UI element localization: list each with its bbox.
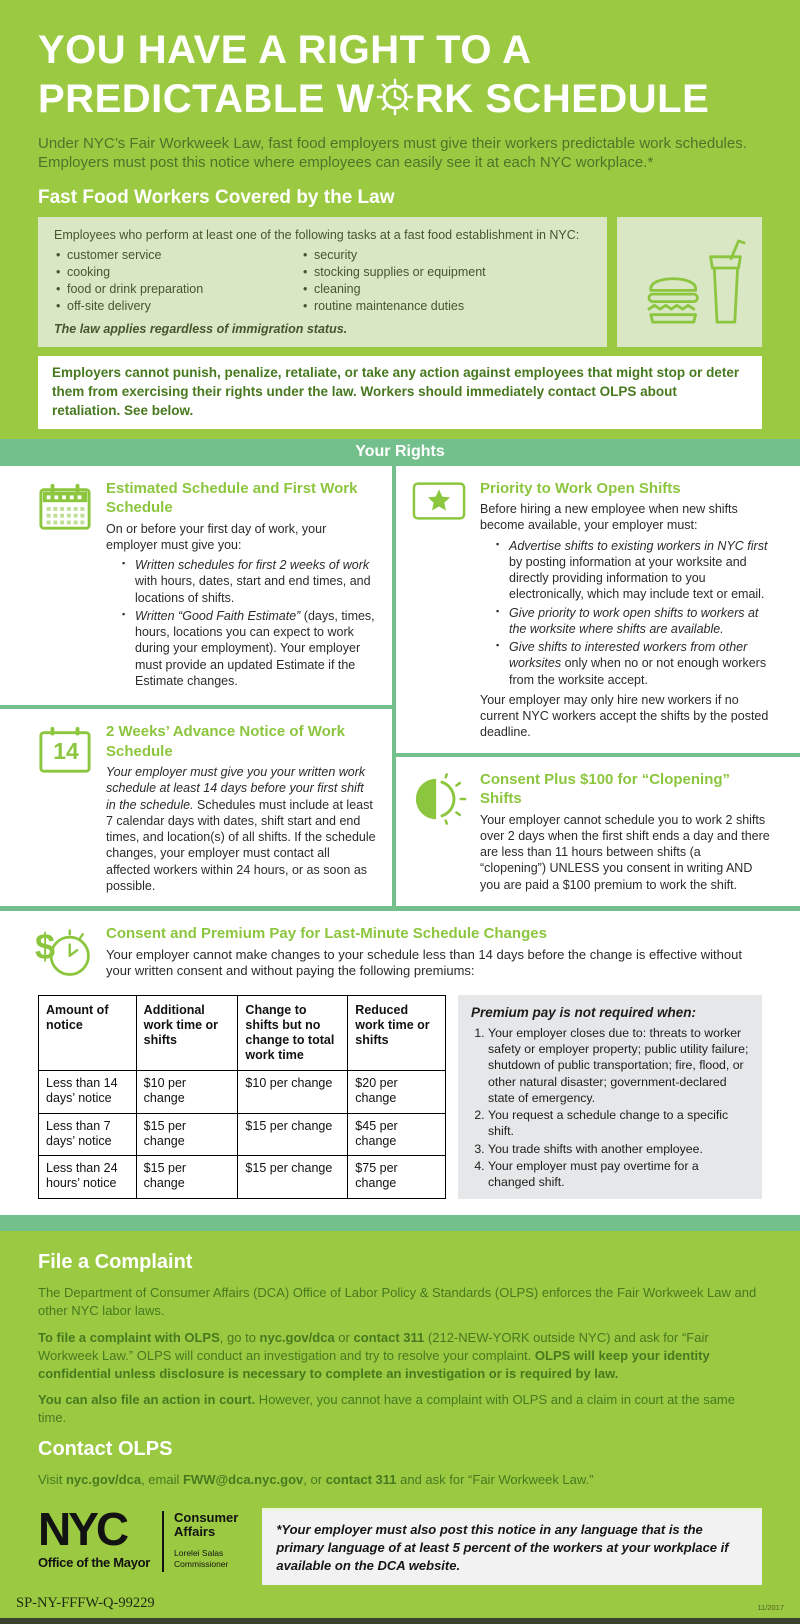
covered-heading: Fast Food Workers Covered by the Law: [38, 186, 395, 208]
table-row: [39, 1071, 446, 1114]
calendar-icon: [38, 481, 92, 533]
title-line2: PREDICTABLE W RK SCHEDULE: [38, 76, 710, 121]
clopening-heading: Consent Plus $100 for “Clopening” Shifts: [480, 770, 731, 808]
email-text: FWW@dca.nyc.gov: [182, 1471, 304, 1487]
list-item: • security: [301, 247, 486, 264]
estimated-schedule-intro: On or before your first day of work, your employer must give you:: [106, 521, 327, 552]
list-item: • off-site delivery: [54, 298, 301, 315]
list-item: ▪ Advertise shifts to existing workers in NYC first by posting information at your worksite and directly providing information to you electronically, which may include text or email.: [496, 538, 770, 603]
premium-exceptions-box: [458, 995, 762, 1199]
list-item: 3. You trade shifts with another employee.: [488, 1141, 749, 1157]
table-row: [39, 1113, 446, 1156]
table-cell: $15 per change: [136, 1156, 238, 1199]
star-icon: [412, 481, 466, 521]
advance-notice-text: Your employer must give you your written work schedule at least 14 days before your first shift in the schedule. Schedules must include at least 7 calendar days with dates, shift start and end times, and location(s) of all shifts. If the schedule changes, your employer must contact all affected workers within 24 hours, or as soon as possible.: [106, 765, 376, 893]
header: [0, 0, 800, 173]
row-label: Less than 14 days’ notice: [39, 1071, 137, 1114]
list-item: 1. Your employer closes due to: threats to worker safety or employer property; public utility failure; shutdown of public transportation; fire, flood, or other natural disaster; government-declared state of emergency.: [488, 1025, 749, 1106]
contact-line: Visit nyc.gov/dca, email FWW@dca.nyc.gov, or contact 311 and ask for “Fair Workweek Law.”: [38, 1471, 594, 1487]
table-cell: $15 per change: [136, 1113, 238, 1156]
print-meta-row: [0, 1585, 800, 1618]
list-item: ▪ Give priority to work open shifts to workers at the worksite where shifts are available.: [496, 605, 770, 638]
premium-pay-section: [0, 911, 800, 1215]
priority-shifts-heading: Priority to Work Open Shifts: [480, 479, 681, 497]
table-cell: $10 per change: [136, 1071, 238, 1114]
covered-section: [0, 187, 800, 347]
nyc-logo-wordmark: NYC: [38, 1502, 127, 1555]
clock-sun-icon: [376, 78, 414, 116]
list-item: • customer service: [54, 247, 301, 264]
priority-shifts-intro: Before hiring a new employee when new shifts become available, your employer must:: [480, 502, 738, 533]
table-cell: $75 per change: [348, 1156, 446, 1199]
table-row: [39, 1156, 446, 1199]
premium-pay-intro: Your employer cannot make changes to your schedule less than 14 days before the change is effective without your written consent and without paying the following premiums:: [106, 946, 742, 979]
print-date: 11/2017: [757, 1603, 784, 1613]
column-header: Change to shifts but no change to total work time: [238, 996, 348, 1071]
bottom-edge-strip: [0, 1618, 800, 1624]
premium-table: [38, 995, 446, 1199]
exceptions-list: [488, 1025, 749, 1190]
column-header: Additional work time or shifts: [136, 996, 238, 1071]
column-header: Amount of notice: [39, 996, 137, 1071]
your-rights-bar: Your Rights: [0, 439, 800, 466]
list-item: 2. You request a schedule change to a specific shift.: [488, 1107, 749, 1139]
office-of-the-mayor: Office of the Mayor: [38, 1555, 151, 1571]
priority-shifts-bullets: [496, 538, 770, 688]
list-item: ▪ Written schedules for first 2 weeks of work with hours, dates, start and end times, and locations of shifts.: [122, 557, 376, 606]
estimated-schedule-heading: Estimated Schedule and First Work Schedule: [106, 479, 358, 517]
row-label: Less than 24 hours’ notice: [39, 1156, 137, 1199]
logo-divider: [162, 1511, 164, 1572]
covered-task-list-left: [54, 247, 301, 315]
list-item: ▪ Give shifts to interested workers from other worksites only when no or not enough workers from the worksite accept.: [496, 639, 770, 688]
divider-band: [0, 1215, 800, 1231]
footer: [0, 1231, 800, 1585]
clopening-box: [396, 757, 800, 907]
rights-grid: [0, 466, 800, 912]
contact-heading: Contact OLPS: [38, 1438, 173, 1461]
immigration-note: The law applies regardless of immigration status.: [54, 321, 348, 336]
priority-shifts-box: [396, 466, 800, 757]
commissioner-block: Lorelei Salas Commissioner: [174, 1548, 229, 1570]
list-item: • cleaning: [301, 281, 486, 298]
language-note-box: *Your employer must also post this notice in any language that is the primary language of at least 5 percent of the workers at your workplace if available on the DCA website.: [262, 1511, 762, 1586]
burger-and-drink-icon: [634, 236, 746, 328]
table-cell: $15 per change: [238, 1113, 348, 1156]
advance-notice-heading: 2 Weeks’ Advance Notice of Work Schedule: [106, 723, 345, 760]
table-cell: $20 per change: [348, 1071, 446, 1114]
list-item: • stocking supplies or equipment: [301, 264, 486, 281]
list-item: • food or drink preparation: [54, 281, 301, 298]
list-item: 4. Your employer must pay overtime for a changed shift.: [488, 1158, 749, 1190]
exceptions-heading: Premium pay is not required when:: [471, 1005, 697, 1021]
table-cell: $15 per change: [238, 1156, 348, 1199]
complaint-paragraph-1: The Department of Consumer Affairs (DCA) Office of Labor Policy & Standards (OLPS) enforces the Fair Workweek Law and other NYC labor laws.: [38, 1284, 757, 1318]
list-item: • routine maintenance duties: [301, 298, 486, 315]
premium-pay-heading: Consent and Premium Pay for Last-Minute Schedule Changes: [106, 925, 547, 943]
complaint-paragraph-2: To file a complaint with OLPS, go to nyc.gov/dca or contact 311 (212-NEW-YORK outside NYC) and ask for “Fair Workweek Law.” OLPS will conduct an investigation and try to resolve your complaint. OLPS will keep your identity confidential unless disclosure is necessary to complete an investigation or is required by law.: [38, 1329, 710, 1381]
priority-shifts-outro: Your employer may only hire new workers if no current NYC workers accept the shifts by the posted deadline.: [480, 692, 769, 740]
covered-task-list-right: [301, 247, 486, 315]
complaint-heading: File a Complaint: [38, 1251, 193, 1274]
complaint-paragraph-3: You can also file an action in court. However, you cannot have a complaint with OLPS and a claim in court at the same time.: [38, 1392, 735, 1426]
badge-14: 14: [53, 738, 79, 765]
row-label: Less than 7 days’ notice: [39, 1113, 137, 1156]
moon-sun-clopening-icon: [412, 772, 468, 826]
list-item: ▪ Written “Good Faith Estimate” (days, times, hours, locations you can expect to work during your employment). Your employer must provide an updated Estimate if the Estimate changes.: [122, 608, 376, 689]
advance-notice-box: [0, 709, 392, 906]
contact-311-text: contact 311: [325, 1471, 397, 1487]
retaliation-warning: [38, 356, 762, 429]
contact-311-text: contact 311: [353, 1329, 425, 1345]
page-title: [38, 26, 762, 124]
table-cell: $45 per change: [348, 1113, 446, 1156]
column-header: Reduced work time or shifts: [348, 996, 446, 1071]
table-cell: $10 per change: [238, 1071, 348, 1114]
covered-intro: Employees who perform at least one of the following tasks at a fast food establishment in NYC:: [54, 227, 580, 242]
covered-panel: [38, 217, 607, 347]
retaliation-text: Employers cannot punish, penalize, retaliate, or take any action against employees that might stop or deter them from exercising their rights under the law. Workers should immediately contact OLPS about retaliation. See below.: [52, 364, 740, 418]
estimated-schedule-bullets: [122, 557, 376, 689]
nyc-logo: NYC Office of the Mayor Consumer Affairs Lorelei Salas Commissioner: [38, 1502, 239, 1571]
fast-food-panel: [617, 217, 762, 347]
clopening-text: Your employer cannot schedule you to work 2 shifts over 2 days when the first shift ends a day and there are less than 11 hours between shifts (a “clopening”) UNLESS you consent in writing AND you are paid a $100 premium to work the shift.: [480, 812, 770, 892]
form-code: SP-NY-FFFW-Q-99229: [16, 1595, 155, 1612]
dollar-glyph: $: [35, 926, 56, 968]
title-line1: YOU HAVE A RIGHT TO A: [38, 28, 532, 72]
dca-link-text: nyc.gov/dca: [65, 1471, 142, 1487]
estimated-schedule-box: [0, 466, 392, 710]
dca-link-text: nyc.gov/dca: [259, 1329, 335, 1345]
poster-subtitle: Under NYC’s Fair Workweek Law, fast food employers must give their workers predictable work schedules. Employers must post this notice where employees can easily see it at each NYC workplace.*: [38, 134, 747, 172]
list-item: • cooking: [54, 264, 301, 281]
